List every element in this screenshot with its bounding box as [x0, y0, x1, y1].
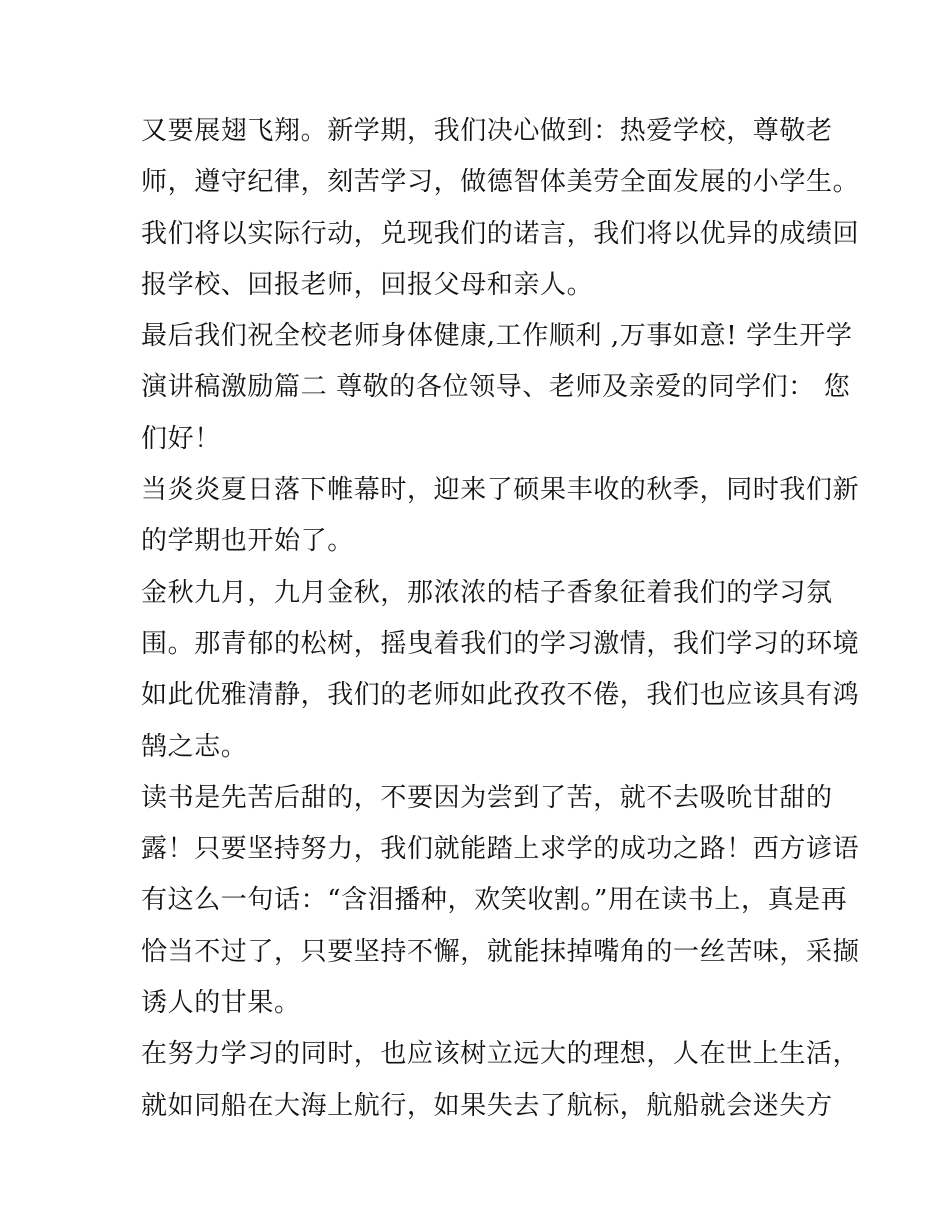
- text-line: 当炎炎夏日落下帷幕时，迎来了硕果丰收的秋季，同时我们新: [141, 475, 860, 506]
- body-text: [141, 106, 860, 1132]
- text-line: 报学校、回报老师，回报父母和亲人。: [141, 269, 594, 300]
- text-line: 有这么一句话：“含泪播种，欢笑收割。”用在读书上，真是再: [141, 885, 848, 916]
- text-line: 们好！: [141, 423, 221, 454]
- text-line: 如此优雅清静，我们的老师如此孜孜不倦，我们也应该具有鸿: [141, 680, 860, 711]
- text-line: 在努力学习的同时，也应该树立远大的理想，人在世上生活，: [141, 1039, 860, 1070]
- text-line: 又要展翅飞翔。新学期，我们决心做到：热爱学校，尊敬老: [141, 116, 833, 146]
- text-line: 露！只要坚持努力，我们就能踏上求学的成功之路！西方谚语: [141, 834, 860, 865]
- text-line: 围。那青郁的松树，摇曳着我们的学习激情，我们学习的环境: [141, 628, 860, 659]
- text-line: 就如同船在大海上航行，如果失去了航标，航船就会迷失方: [141, 1090, 833, 1121]
- text-line: 最后我们祝全校老师身体健康,工作顺利 ,万事如意! 学生开学: [141, 321, 853, 352]
- text-line: 我们将以实际行动，兑现我们的诺言，我们将以优异的成绩回: [141, 218, 860, 249]
- text-line: 诱人的甘果。: [141, 988, 301, 1019]
- text-line: 演讲稿激励篇二 尊敬的各位领导、老师及亲爱的同学们： 您: [141, 372, 851, 403]
- text-line: 读书是先苦后甜的，不要因为尝到了苦，就不去吸吮甘甜的: [141, 782, 833, 813]
- text-line: 金秋九月，九月金秋，那浓浓的桔子香象征着我们的学习氛: [141, 577, 833, 608]
- text-line: 恰当不过了，只要坚持不懈，就能抹掉嘴角的一丝苦味，采撷: [141, 936, 860, 967]
- text-line: 鹄之志。: [141, 731, 248, 762]
- text-line: 师，遵守纪律，刻苦学习，做德智体美劳全面发展的小学生。: [141, 167, 860, 198]
- text-line: 的学期也开始了。: [141, 526, 354, 557]
